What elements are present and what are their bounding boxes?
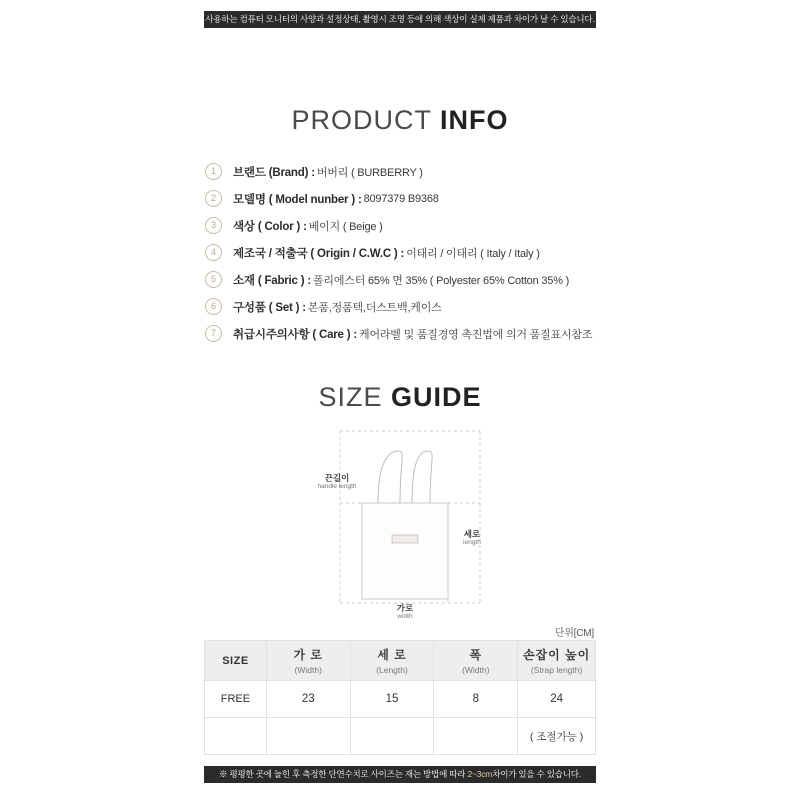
cell-depth: 8 — [434, 681, 518, 718]
info-bullet-2: 2 — [205, 190, 222, 207]
heading-bar-right-2 — [480, 392, 522, 403]
bottom-notice-suffix: 차이가 있을 수 있습니다. — [492, 769, 581, 779]
cell-depth-empty — [434, 718, 518, 755]
cell-width-empty — [266, 718, 350, 755]
cell-strap: 24 — [518, 681, 596, 718]
info-label-color: 색상 ( Color ) : — [233, 220, 307, 233]
info-value-set: 본품,정품텍,더스트백,케이스 — [307, 301, 442, 314]
size-table-header-row — [205, 641, 596, 681]
info-bullet-3: 3 — [205, 217, 222, 234]
bag-measurement-diagram — [317, 425, 490, 621]
th-strap: 손잡이 높이 (Strap length) — [518, 641, 596, 681]
info-label-set: 구성품 ( Set ) : — [233, 301, 306, 314]
info-row-color — [205, 212, 625, 239]
th-depth: 폭 (Width) — [434, 641, 518, 681]
info-row-origin — [205, 239, 625, 266]
info-value-model: 8097379 B9368 — [363, 192, 439, 205]
info-row-care — [205, 320, 625, 347]
th-size: SIZE — [205, 641, 267, 681]
size-guide-heading-light: SIZE — [318, 382, 391, 412]
info-value-care: 케어라벨 및 품질경영 촉진법에 의거 품질표시참조 — [359, 328, 593, 341]
info-label-model: 모델명 ( Model nunber ) : — [233, 193, 362, 206]
info-label-care: 취급시주의사항 ( Care ) : — [233, 328, 358, 341]
product-info-heading-light: PRODUCT — [291, 105, 440, 135]
info-value-brand: 버버리 ( BURBERRY ) — [316, 166, 423, 179]
cell-size-empty — [205, 718, 267, 755]
info-bullet-5: 5 — [205, 271, 222, 288]
info-label-fabric: 소재 ( Fabric ) : — [233, 274, 311, 287]
bottom-notice-prefix: ※ 평평한 곳에 눌힌 후 측정한 단연수치로 사이즈는 재는 방법에 따라 — [219, 769, 468, 779]
info-row-model — [205, 185, 625, 212]
unit-label: 단위[CM] — [554, 628, 594, 639]
info-label-origin: 제조국 / 적출국 ( Origin / C.W.C ) : — [233, 247, 405, 260]
info-value-color: 베이지 ( Beige ) — [308, 220, 383, 233]
bottom-notice-bar — [204, 766, 596, 783]
cell-length-empty — [350, 718, 434, 755]
size-table-head — [205, 641, 596, 681]
info-bullet-1: 1 — [205, 163, 222, 180]
bottom-notice-highlight: 2~3cm — [467, 769, 493, 779]
info-label-brand: 브랜드 (Brand) : — [233, 166, 315, 179]
size-table-body — [205, 681, 596, 755]
cell-size-free: FREE — [205, 681, 267, 718]
product-info-heading — [0, 105, 800, 136]
table-row — [205, 681, 596, 718]
dim-handle-length: 끈길이 handle length — [317, 473, 357, 491]
table-row — [205, 718, 596, 755]
heading-bar-right — [507, 115, 549, 126]
info-bullet-4: 4 — [205, 244, 222, 261]
th-width: 가 로 (Width) — [266, 641, 350, 681]
heading-bar-left — [251, 115, 293, 126]
cell-length: 15 — [350, 681, 434, 718]
info-bullet-6: 6 — [205, 298, 222, 315]
product-info-list — [205, 158, 625, 347]
heading-bar-left-2 — [278, 392, 320, 403]
info-bullet-7: 7 — [205, 325, 222, 342]
info-row-fabric — [205, 266, 625, 293]
bag-diagram-svg — [330, 425, 490, 620]
info-row-set — [205, 293, 625, 320]
cell-strap-note: ( 조절가능 ) — [518, 718, 596, 755]
cell-width: 23 — [266, 681, 350, 718]
size-guide-heading-bold: GUIDE — [391, 382, 482, 412]
size-guide-heading — [0, 382, 800, 413]
top-notice-bar: 사용하는 컴퓨터 모니터의 사양과 설정상태, 촬영시 조명 등에 의해 색상이 실제 제품과 차이가 날 수 있습니다. — [204, 11, 596, 28]
info-value-origin: 이태리 / 이태리 ( Italy / Italy ) — [406, 247, 540, 260]
product-info-heading-bold: INFO — [440, 105, 509, 135]
dim-width: 가로 width — [396, 603, 414, 621]
size-table — [204, 640, 596, 755]
info-row-brand — [205, 158, 625, 185]
info-value-fabric: 폴리에스터 65% 면 35% ( Polyester 65% Cotton 35% ) — [313, 274, 570, 287]
th-length: 세 로 (Length) — [350, 641, 434, 681]
dim-length: 세로 length — [463, 529, 481, 547]
